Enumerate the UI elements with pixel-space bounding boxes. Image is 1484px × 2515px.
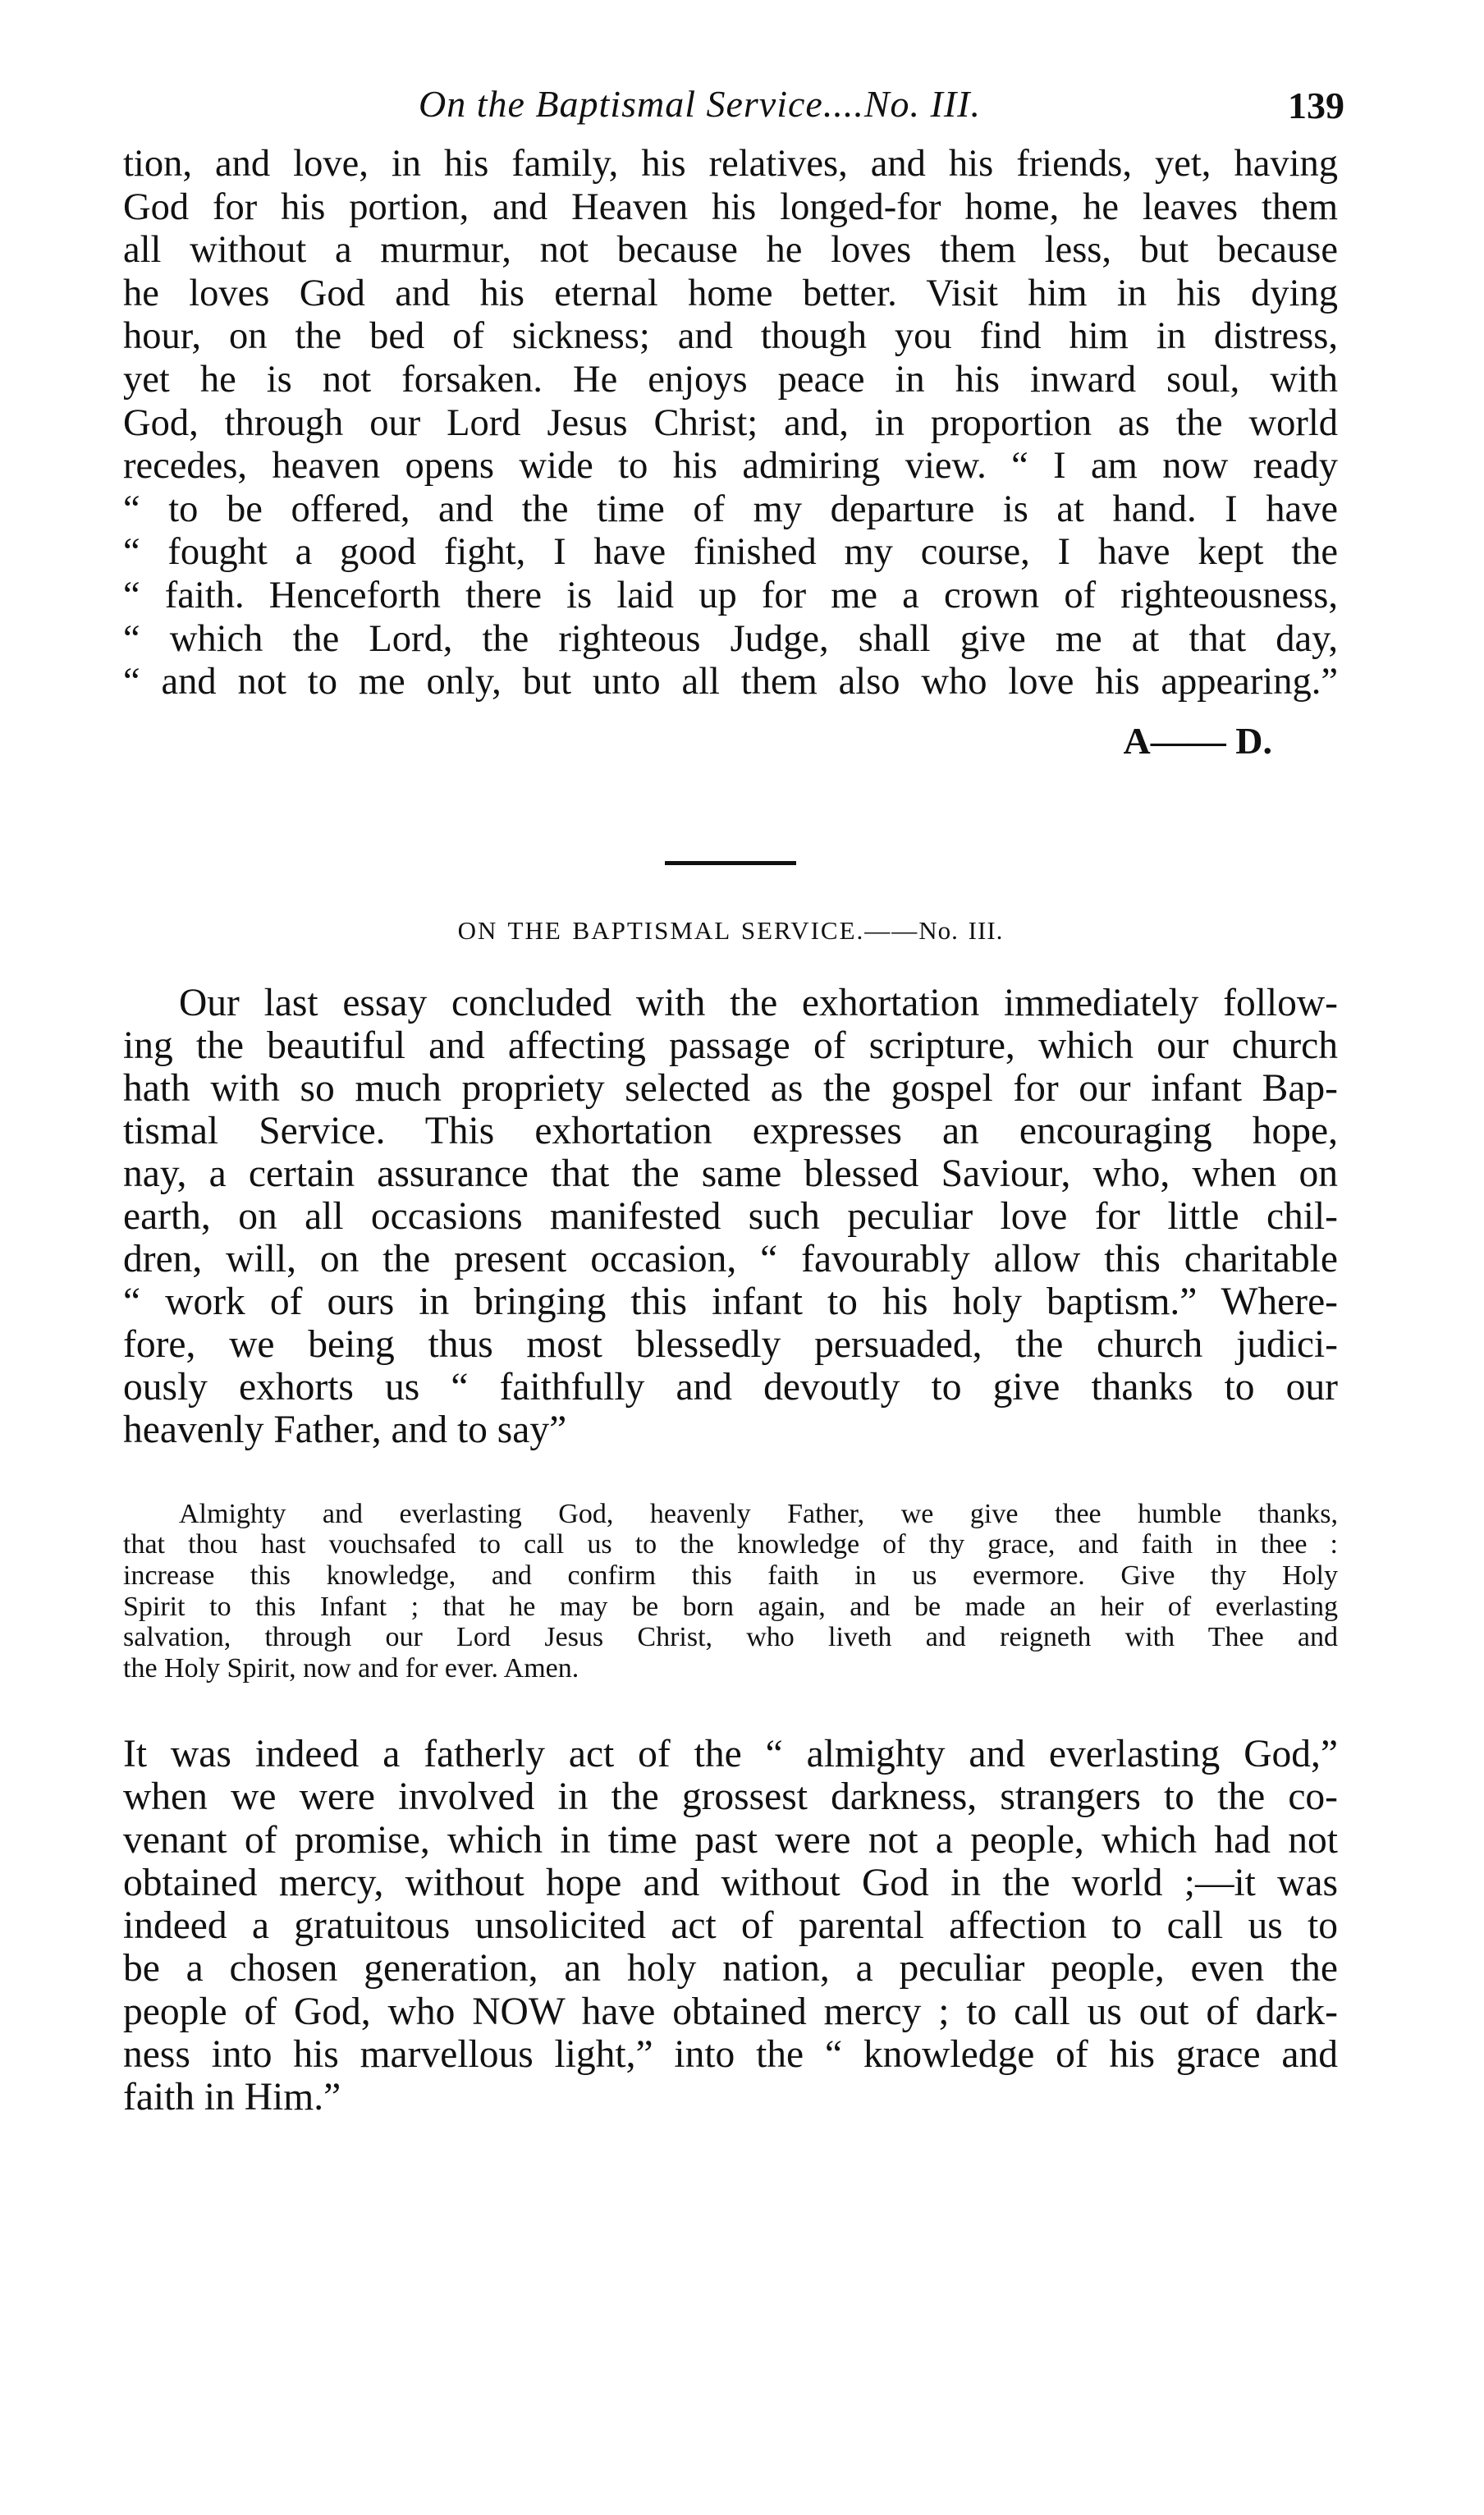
text-line: God, through our Lord Jesus Christ; and, in proportion as the world	[123, 401, 1338, 444]
section-divider	[665, 861, 796, 865]
text-line: “ which the Lord, the righteous Judge, shall give me at that day,	[123, 617, 1338, 660]
text-line: “ and not to me only, but unto all them also who love his appearing.”	[123, 661, 1338, 703]
text-line: indeed a gratuitous unsolicited act of parental affection to call us to	[123, 1904, 1338, 1948]
text-line: Almighty and everlasting God, heavenly Father, we give thee humble thanks,	[179, 1498, 1338, 1529]
section-heading-title: ON THE BAPTISMAL SERVICE.——	[457, 915, 919, 945]
text-line: be a chosen generation, an holy nation, a peculiar people, even the	[123, 1947, 1338, 1990]
book-page	[123, 66, 1344, 2119]
text-line: It was indeed a fatherly act of the “ almighty and everlasting God,”	[123, 1733, 1338, 1776]
text-line: Spirit to this Infant ; that he may be born again, and be made an heir of everlasting	[123, 1591, 1338, 1622]
paragraph-1	[123, 143, 1338, 704]
text-line: “ fought a good fight, I have finished my course, I have kept the	[123, 531, 1338, 574]
text-line: heavenly Father, and to say”	[123, 1408, 567, 1451]
paragraph-2	[123, 982, 1338, 1451]
text-line: the Holy Spirit, now and for ever. Amen.	[123, 1652, 579, 1684]
prayer-quotation	[123, 1499, 1338, 1684]
text-line: obtained mercy, without hope and without God in the world ;—it was	[123, 1861, 1338, 1904]
running-title: On the Baptismal Service....No. III.	[419, 83, 981, 125]
author-signature: A—— D.	[1123, 719, 1272, 762]
text-line: tismal Service. This exhortation expresses an encouraging hope,	[123, 1109, 1338, 1152]
text-line: Our last essay concluded with the exhortation immediately follow-	[179, 981, 1338, 1024]
text-line: ness into his marvellous light,” into the “ knowledge of his grace and	[123, 2032, 1338, 2076]
text-line: that thou hast vouchsafed to call us to the knowledge of thy grace, and faith in thee :	[123, 1529, 1338, 1560]
text-line: faith in Him.”	[123, 2075, 341, 2119]
text-line: when we were involved in the grossest darkness, strangers to the co-	[123, 1775, 1338, 1819]
text-line: ing the beautiful and affecting passage of scripture, which our church	[123, 1024, 1338, 1067]
text-line: ously exhorts us “ faithfully and devoutly to give thanks to our	[123, 1365, 1338, 1409]
text-line: God for his portion, and Heaven his longed-for home, he leaves them	[123, 186, 1338, 228]
page-number: 139	[1288, 85, 1344, 126]
text-line: increase this knowledge, and confirm this faith in us evermore. Give thy Holy	[123, 1560, 1338, 1591]
section-heading-number: No. III.	[918, 915, 1004, 945]
section-heading	[123, 916, 1338, 946]
text-line: venant of promise, which in time past were not a people, which had not	[123, 1818, 1338, 1862]
text-line: salvation, through our Lord Jesus Christ, who liveth and reigneth with Thee and	[123, 1622, 1338, 1653]
text-line: earth, on all occasions manifested such peculiar love for little chil-	[123, 1194, 1338, 1238]
text-line: yet he is not forsaken. He enjoys peace in his inward soul, with	[123, 358, 1338, 401]
paragraph-3	[123, 1733, 1338, 2119]
text-line: he loves God and his eternal home better. Visit him in his dying	[123, 272, 1338, 314]
text-line: “ faith. Henceforth there is laid up for me a crown of righteousness,	[123, 574, 1338, 616]
text-line: fore, we being thus most blessedly persuaded, the church judici-	[123, 1322, 1338, 1366]
running-head	[123, 66, 1344, 131]
text-line: all without a murmur, not because he loves them less, but because	[123, 229, 1338, 272]
text-line: hour, on the bed of sickness; and though you find him in distress,	[123, 315, 1338, 358]
text-line: people of God, who NOW have obtained mercy ; to call us out of dark-	[123, 1990, 1338, 2033]
text-line: recedes, heaven opens wide to his admiring view. “ I am now ready	[123, 445, 1338, 488]
text-line: “ to be offered, and the time of my departure is at hand. I have	[123, 488, 1338, 530]
text-line: nay, a certain assurance that the same blessed Saviour, who, when on	[123, 1152, 1338, 1195]
text-line: “ work of ours in bringing this infant to his holy baptism.” Where-	[123, 1280, 1338, 1323]
text-line: dren, will, on the present occasion, “ favourably allow this charitable	[123, 1237, 1338, 1280]
text-line: tion, and love, in his family, his relatives, and his friends, yet, having	[123, 143, 1338, 185]
text-line: hath with so much propriety selected as the gospel for our infant Bap-	[123, 1066, 1338, 1110]
